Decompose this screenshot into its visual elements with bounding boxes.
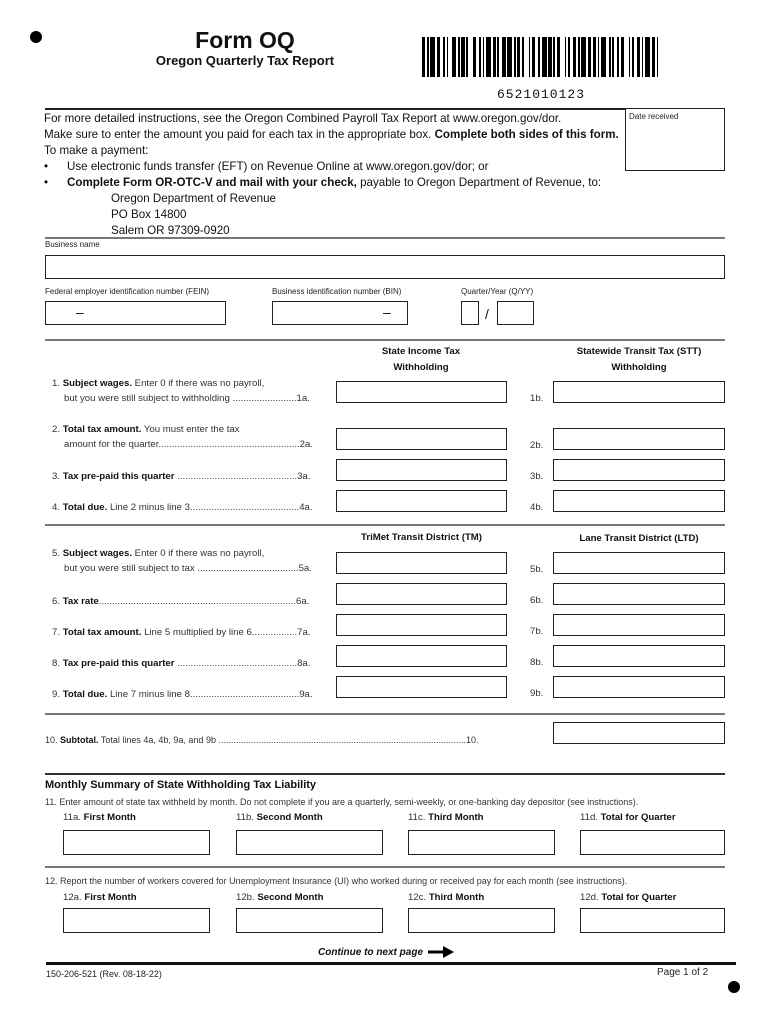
- line-3b-ref: 3b.: [530, 471, 544, 482]
- line-4b-input[interactable]: [554, 491, 724, 511]
- line-9-label: 9. Total due. Line 7 minus line 8.........................................9a.: [52, 689, 313, 700]
- business-name-label: Business name: [45, 240, 100, 249]
- line-6a-field[interactable]: [336, 583, 507, 605]
- fein-label: Federal employer identification number (FEIN): [45, 287, 210, 296]
- line-11b-field[interactable]: [236, 830, 383, 855]
- line-2a-field[interactable]: [336, 428, 507, 450]
- line-8a-field[interactable]: [336, 645, 507, 667]
- bin-label: Business identification number (BIN): [272, 287, 402, 296]
- divider: [45, 713, 725, 715]
- line-3b-field[interactable]: [553, 459, 725, 481]
- business-name-input[interactable]: [46, 256, 724, 278]
- line-7a-field[interactable]: [336, 614, 507, 636]
- payment-option-eft: • Use electronic funds transfer (EFT) on Revenue Online at www.oregon.gov/dor; or: [44, 160, 489, 173]
- line-1b-input[interactable]: [554, 382, 724, 402]
- form-number: 150-206-521 (Rev. 08-18-22): [46, 969, 162, 979]
- line-1a-field[interactable]: [336, 381, 507, 403]
- line-11b-input[interactable]: [237, 831, 382, 854]
- line-11a-label: 11a. First Month: [63, 812, 136, 823]
- line-9a-input[interactable]: [337, 677, 506, 697]
- line-2b-field[interactable]: [553, 428, 725, 450]
- form-subtitle: Oregon Quarterly Tax Report: [155, 53, 335, 68]
- col-head-lane-transit: Lane Transit District (LTD): [579, 533, 699, 544]
- page-number: Page 1 of 2: [657, 967, 709, 978]
- address-line-1: Oregon Department of Revenue: [111, 192, 276, 205]
- line-8b-input[interactable]: [554, 646, 724, 666]
- line-10-field[interactable]: [553, 722, 725, 744]
- line-4a-input[interactable]: [337, 491, 506, 511]
- fein-field[interactable]: [45, 301, 226, 325]
- line-11a-field[interactable]: [63, 830, 210, 855]
- bin-field[interactable]: [272, 301, 408, 325]
- line-12a-field[interactable]: [63, 908, 210, 933]
- divider: [45, 773, 725, 775]
- instructions-line-3: To make a payment:: [44, 144, 149, 157]
- line-4b-ref: 4b.: [530, 502, 544, 513]
- line-1b-field[interactable]: [553, 381, 725, 403]
- line-2b-input[interactable]: [554, 429, 724, 449]
- date-received-box: [625, 108, 725, 171]
- barcode-number: 6521010123: [497, 87, 586, 102]
- line-12b-label: 12b. Second Month: [236, 892, 324, 903]
- line-6b-ref: 6b.: [530, 595, 544, 606]
- business-name-field[interactable]: [45, 255, 725, 279]
- col-head-statewide-transit-tax: Statewide Transit Tax (STT) Withholding: [576, 346, 702, 373]
- line-3a-field[interactable]: [336, 459, 507, 481]
- line-7-label: 7. Total tax amount. Line 5 multiplied by line 6.................7a.: [52, 627, 311, 638]
- line-9b-input[interactable]: [554, 677, 724, 697]
- form-title: Form OQ: [195, 27, 295, 53]
- line-5b-ref: 5b.: [530, 564, 544, 575]
- line-8-label: 8. Tax pre-paid this quarter .............................................8a.: [52, 658, 311, 669]
- fein-dash: –: [76, 304, 84, 320]
- line-11a-input[interactable]: [64, 831, 209, 854]
- line-12d-field[interactable]: [580, 908, 725, 933]
- line-5a-field[interactable]: [336, 552, 507, 574]
- instructions-line-1: For more detailed instructions, see the Oregon Combined Payroll Tax Report at www.oregon.gov/dor.: [44, 112, 562, 125]
- line-12c-label: 12c. Third Month: [408, 892, 485, 903]
- date-received-label: Date received: [629, 112, 679, 121]
- line-11c-field[interactable]: [408, 830, 555, 855]
- line-1-label: 1. Subject wages. Enter 0 if there was no payroll, but you were still subject to withholding ........................1a.: [52, 378, 310, 404]
- address-line-3: Salem OR 97309-0920: [111, 224, 230, 237]
- line-1a-input[interactable]: [337, 382, 506, 402]
- line-11d-field[interactable]: [580, 830, 725, 855]
- continue-note: Continue to next page: [318, 946, 454, 958]
- line-9b-ref: 9b.: [530, 688, 544, 699]
- line-12d-input[interactable]: [581, 909, 724, 932]
- line-11d-label: 11d. Total for Quarter: [580, 812, 676, 823]
- divider: [45, 866, 725, 868]
- barcode: [422, 37, 662, 77]
- line-9b-field[interactable]: [553, 676, 725, 698]
- bullet-icon: •: [44, 176, 49, 189]
- address-line-2: PO Box 14800: [111, 208, 187, 221]
- line-12c-input[interactable]: [409, 909, 554, 932]
- registration-mark-top: [30, 31, 42, 43]
- line-4b-field[interactable]: [553, 490, 725, 512]
- line-7b-ref: 7b.: [530, 626, 544, 637]
- line-7a-input[interactable]: [337, 615, 506, 635]
- line-4-label: 4. Total due. Line 2 minus line 3.........................................4a.: [52, 502, 313, 513]
- line-11c-label: 11c. Third Month: [408, 812, 484, 823]
- registration-mark-bottom: [728, 981, 740, 993]
- line-2b-ref: 2b.: [530, 440, 544, 451]
- instructions-line-2: Make sure to enter the amount you paid for each tax in the appropriate box. Complete both sides of this form.: [44, 128, 619, 141]
- bullet-icon: •: [44, 160, 49, 173]
- line-10-input[interactable]: [554, 723, 724, 743]
- quarter-year-slash: /: [485, 306, 489, 322]
- line-10-label: 10. Subtotal. Total lines 4a, 4b, 9a, and 9b ...................................................................................................10.: [45, 735, 479, 745]
- top-divider: [45, 108, 625, 110]
- col-head-trimet: TriMet Transit District (TM): [361, 532, 482, 543]
- line-4a-field[interactable]: [336, 490, 507, 512]
- line-11-instructions: 11. Enter amount of state tax withheld by month. Do not complete if you are a quarterly, semi-weekly, or one-banking day depositor (see instructions).: [45, 797, 639, 807]
- line-5a-input[interactable]: [337, 553, 506, 573]
- line-9a-field[interactable]: [336, 676, 507, 698]
- line-6b-input[interactable]: [554, 584, 724, 604]
- line-2-label: 2. Total tax amount. You must enter the tax amount for the quarter.....................................................2a.: [52, 424, 314, 450]
- col-head-state-income-tax: State Income Tax Withholding: [381, 346, 461, 373]
- line-12d-label: 12d. Total for Quarter: [580, 892, 677, 903]
- line-6b-field[interactable]: [553, 583, 725, 605]
- line-12a-input[interactable]: [64, 909, 209, 932]
- line-11c-input[interactable]: [409, 831, 554, 854]
- line-6-label: 6. Tax rate..........................................................................6a.: [52, 596, 310, 607]
- complete-both-sides-note: Complete both sides of this form.: [434, 128, 619, 141]
- divider: [45, 237, 725, 239]
- line-2a-input[interactable]: [337, 429, 506, 449]
- line-5b-field[interactable]: [553, 552, 725, 574]
- line-8b-ref: 8b.: [530, 657, 544, 668]
- line-8a-input[interactable]: [337, 646, 506, 666]
- line-12b-field[interactable]: [236, 908, 383, 933]
- quarter-year-label: Quarter/Year (Q/YY): [461, 287, 534, 296]
- line-6a-input[interactable]: [337, 584, 506, 604]
- line-7b-input[interactable]: [554, 615, 724, 635]
- divider: [45, 524, 725, 526]
- arrow-right-icon: [428, 946, 454, 958]
- line-5-label: 5. Subject wages. Enter 0 if there was no payroll, but you were still subject to tax ......................................5a.: [52, 548, 312, 574]
- instructions: [44, 111, 624, 239]
- divider: [45, 339, 725, 341]
- line-1b-ref: 1b.: [530, 393, 544, 404]
- line-11d-input[interactable]: [581, 831, 724, 854]
- line-12a-label: 12a. First Month: [63, 892, 137, 903]
- line-12c-field[interactable]: [408, 908, 555, 933]
- line-12b-input[interactable]: [237, 909, 382, 932]
- payment-option-mail: • Complete Form OR-OTC-V and mail with your check, payable to Oregon Department of Revenue, to:: [44, 176, 602, 189]
- line-11b-label: 11b. Second Month: [236, 812, 323, 823]
- line-3a-input[interactable]: [337, 460, 506, 480]
- monthly-summary-heading: Monthly Summary of State Withholding Tax Liability: [45, 779, 317, 791]
- line-5b-input[interactable]: [554, 553, 724, 573]
- bin-dash: –: [383, 304, 391, 320]
- quarter-field[interactable]: [461, 301, 479, 325]
- year-field[interactable]: [497, 301, 534, 325]
- line-3-label: 3. Tax pre-paid this quarter .............................................3a.: [52, 471, 311, 482]
- line-7b-field[interactable]: [553, 614, 725, 636]
- footer-divider: [46, 962, 736, 965]
- line-12-instructions: 12. Report the number of workers covered for Unemployment Insurance (UI) who worked during or received pay for each month (see instructions).: [45, 876, 628, 886]
- line-8b-field[interactable]: [553, 645, 725, 667]
- line-3b-input[interactable]: [554, 460, 724, 480]
